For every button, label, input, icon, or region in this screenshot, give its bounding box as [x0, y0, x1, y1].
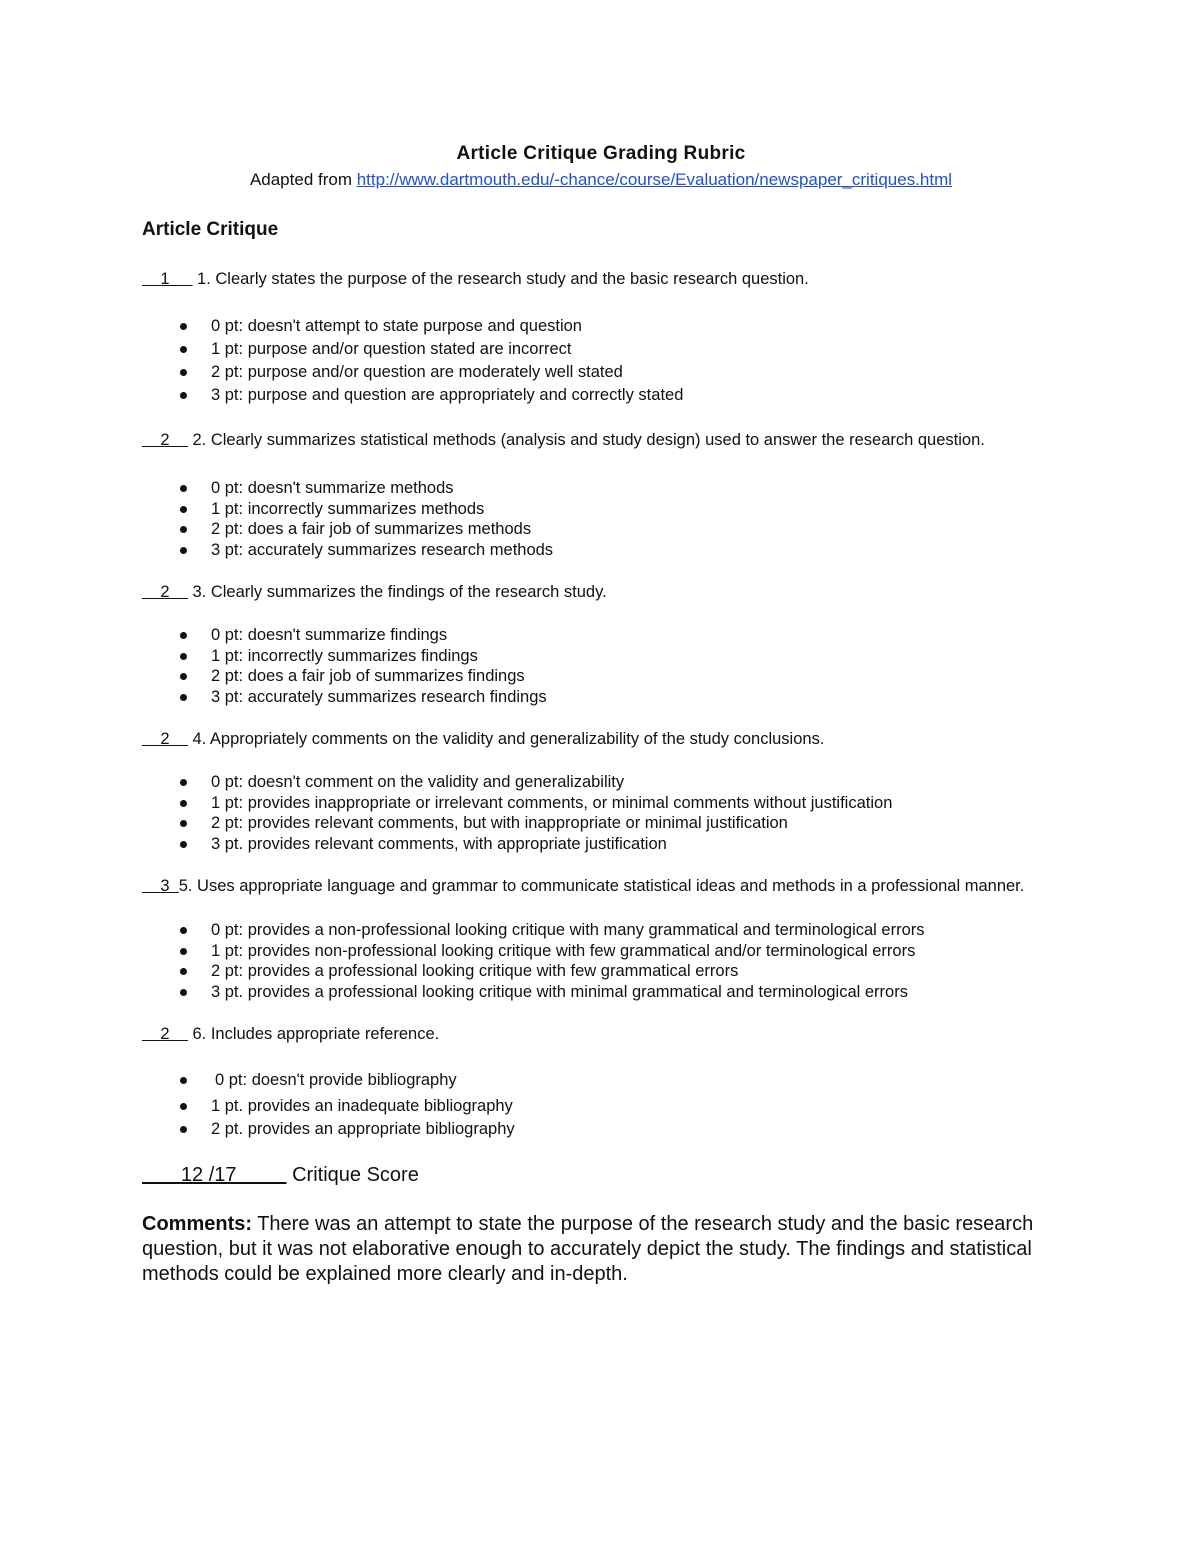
- criterion-1-level-3: 3 pt: purpose and question are appropriately and correctly stated: [180, 385, 1060, 406]
- comments-label: Comments:: [142, 1212, 253, 1235]
- criterion-5-score: 3: [160, 877, 170, 895]
- criterion-2-level-3: 3 pt: accurately summarizes research methods: [180, 540, 1060, 561]
- adapted-from-line: [142, 169, 1060, 191]
- criterion-6-score: 2: [160, 1025, 170, 1043]
- criterion-6-levels: [142, 1070, 1060, 1140]
- total-score: 12 /17: [180, 1163, 237, 1186]
- criterion-1-score: 1: [160, 270, 170, 288]
- criterion-5-description: 5. Uses appropriate language and grammar to communicate statistical ideas and methods in a professional manner.: [178, 877, 1025, 895]
- criterion-1-level-2: 2 pt: purpose and/or question are moderately well stated: [180, 362, 1060, 383]
- criterion-4-level-3: 3 pt. provides relevant comments, with appropriate justification: [180, 834, 1060, 855]
- criterion-2-levels: [142, 478, 1060, 560]
- source-link[interactable]: http://www.dartmouth.edu/-chance/course/Evaluation/newspaper_critiques.html: [356, 170, 953, 189]
- criterion-2: [142, 430, 1060, 560]
- criterion-3-score: 2: [160, 583, 170, 601]
- criterion-5-text: [142, 876, 1060, 897]
- criterion-1-level-1: 1 pt: purpose and/or question stated are incorrect: [180, 339, 1060, 360]
- criterion-3-level-0: 0 pt: doesn't summarize findings: [180, 625, 1060, 646]
- criterion-4-levels: [142, 772, 1060, 854]
- criterion-5-levels: [142, 920, 1060, 1002]
- criterion-6-level-1: 1 pt. provides an inadequate bibliography: [180, 1096, 1060, 1117]
- comments-paragraph: [142, 1212, 1062, 1287]
- criterion-4-level-0: 0 pt: doesn't comment on the validity and generalizability: [180, 772, 1060, 793]
- criterion-6-description: 6. Includes appropriate reference.: [192, 1025, 440, 1043]
- criterion-5-level-1: 1 pt: provides non-professional looking critique with few grammatical and/or terminological errors: [180, 941, 1060, 962]
- total-score-label: Critique Score: [292, 1163, 419, 1186]
- criterion-4-text: [142, 729, 1060, 750]
- section-heading: Article Critique: [142, 219, 279, 240]
- criterion-6: [142, 1024, 1060, 1140]
- criterion-2-level-0: 0 pt: doesn't summarize methods: [180, 478, 1060, 499]
- criterion-3-score-blank: [142, 582, 188, 603]
- criterion-1: [142, 269, 1060, 405]
- criterion-2-score-blank: [142, 430, 188, 451]
- criterion-1-levels: [142, 316, 1060, 405]
- criterion-4-description: 4. Appropriately comments on the validity and generalizability of the study conclusions.: [192, 730, 825, 748]
- criterion-5-level-0: 0 pt: provides a non-professional looking critique with many grammatical and terminological errors: [180, 920, 1060, 941]
- criterion-1-description: 1. Clearly states the purpose of the research study and the basic research question.: [197, 270, 809, 288]
- criterion-1-level-0: 0 pt: doesn't attempt to state purpose and question: [180, 316, 1060, 337]
- criterion-2-level-2: 2 pt: does a fair job of summarizes methods: [180, 519, 1060, 540]
- criterion-3-text: [142, 582, 1060, 603]
- criterion-2-text: [142, 430, 1060, 451]
- criterion-4-score-blank: [142, 729, 188, 750]
- criterion-4-level-1: 1 pt: provides inappropriate or irrelevant comments, or minimal comments without justification: [180, 793, 1060, 814]
- page-title: Article Critique Grading Rubric: [456, 143, 746, 164]
- criterion-6-level-2: 2 pt. provides an appropriate bibliography: [180, 1119, 1060, 1140]
- criterion-6-score-blank: [142, 1024, 188, 1045]
- criterion-3-level-1: 1 pt: incorrectly summarizes findings: [180, 646, 1060, 667]
- criterion-2-score: 2: [160, 431, 170, 449]
- criterion-4-level-2: 2 pt: provides relevant comments, but with inappropriate or minimal justification: [180, 813, 1060, 834]
- criterion-6-level-0: 0 pt: doesn't provide bibliography: [180, 1070, 1060, 1091]
- criterion-5: [142, 876, 1060, 1002]
- criterion-5-level-2: 2 pt: provides a professional looking critique with few grammatical errors: [180, 961, 1060, 982]
- criterion-2-level-1: 1 pt: incorrectly summarizes methods: [180, 499, 1060, 520]
- criterion-3-level-3: 3 pt: accurately summarizes research findings: [180, 687, 1060, 708]
- criterion-2-description: 2. Clearly summarizes statistical methods (analysis and study design) used to answer the research question.: [192, 431, 985, 449]
- criterion-1-score-blank: [142, 269, 192, 290]
- comments-text: There was an attempt to state the purpose of the research study and the basic research question, but it was not elaborative enough to accurately depict the study. The findings and statistical methods could be explained more clearly and in-depth.: [142, 1212, 1034, 1285]
- criterion-3-description: 3. Clearly summarizes the findings of the research study.: [192, 583, 607, 601]
- criterion-4-score: 2: [160, 730, 170, 748]
- critique-score-line: [142, 1162, 1060, 1188]
- criterion-5-level-3: 3 pt. provides a professional looking critique with minimal grammatical and terminological errors: [180, 982, 1060, 1003]
- criterion-3-levels: [142, 625, 1060, 707]
- criterion-1-text: [142, 269, 1060, 290]
- criterion-6-text: [142, 1024, 1060, 1045]
- total-score-blank: [142, 1162, 287, 1188]
- adapted-from-prefix: Adapted from: [249, 170, 357, 189]
- criterion-3-level-2: 2 pt: does a fair job of summarizes findings: [180, 666, 1060, 687]
- criterion-3: [142, 582, 1060, 707]
- criterion-4: [142, 729, 1060, 854]
- criterion-5-score-blank: [142, 876, 179, 897]
